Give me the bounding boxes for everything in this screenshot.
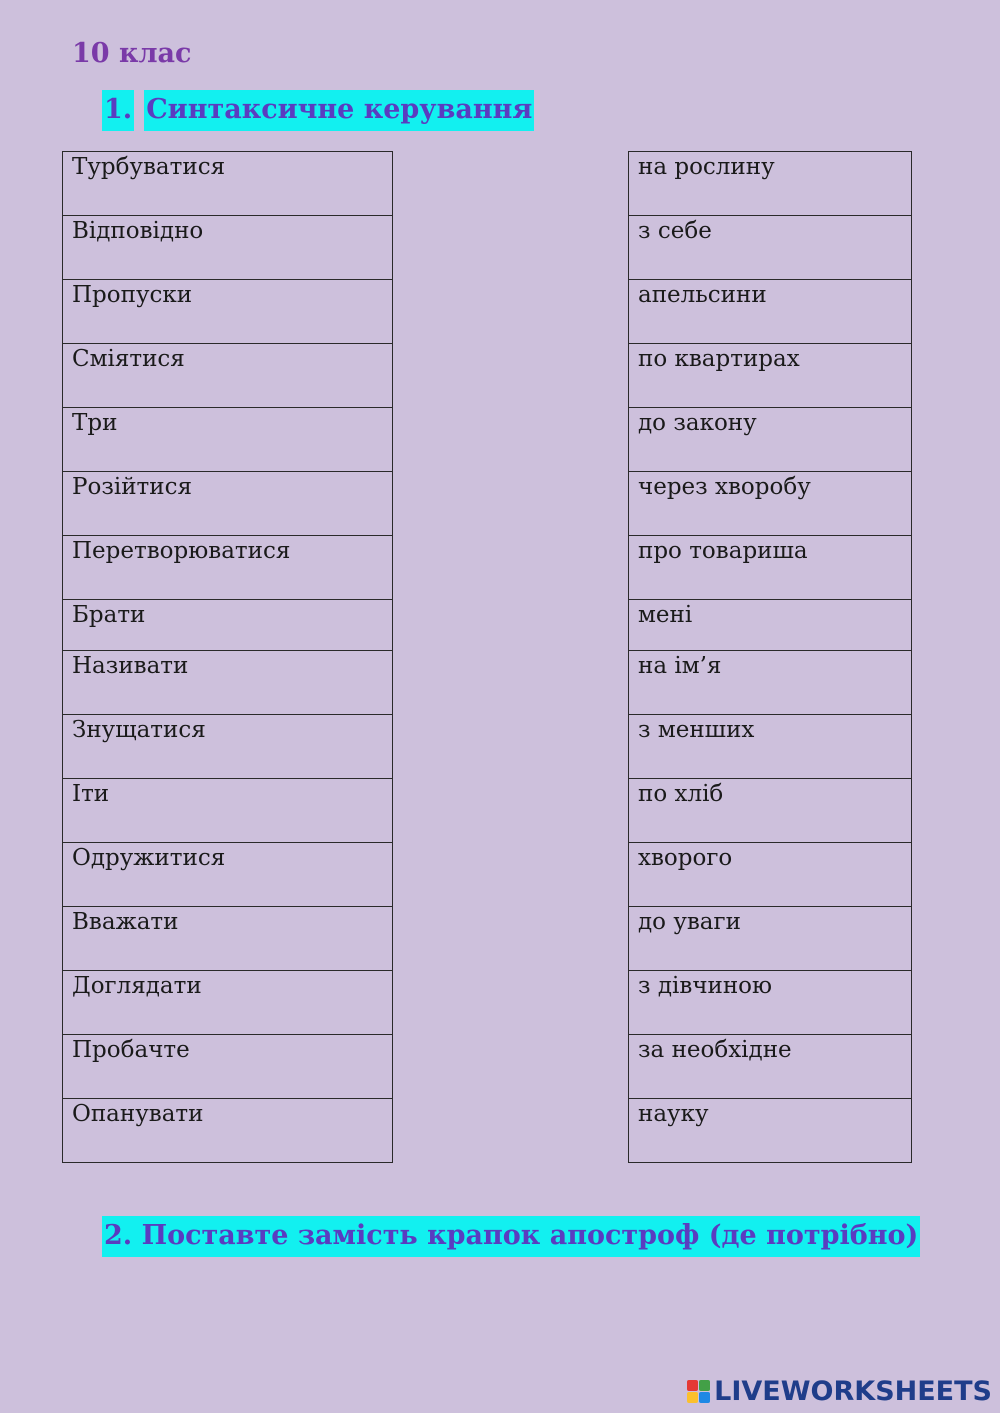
right-word-cell[interactable]: з дівчиною [629, 971, 912, 1035]
right-word-cell[interactable]: по квартирах [629, 344, 912, 408]
right-word-row [629, 472, 912, 536]
left-word-row [63, 1099, 393, 1163]
right-word-row [629, 1099, 912, 1163]
right-word-cell[interactable]: до закону [629, 408, 912, 472]
right-word-cell[interactable]: до уваги [629, 907, 912, 971]
right-word-cell[interactable]: з менших [629, 715, 912, 779]
left-word-row [63, 600, 393, 651]
right-word-cell[interactable]: на рослину [629, 152, 912, 216]
right-word-cell[interactable]: на ім’я [629, 651, 912, 715]
logo-square-yellow [687, 1392, 698, 1403]
left-word-row [63, 1035, 393, 1099]
logo-square-red [687, 1380, 698, 1391]
right-word-row [629, 408, 912, 472]
left-word-row [63, 779, 393, 843]
left-word-cell[interactable]: Перетворюватися [63, 536, 393, 600]
left-word-cell[interactable]: Доглядати [63, 971, 393, 1035]
right-word-row [629, 152, 912, 216]
right-word-row [629, 651, 912, 715]
task-1-heading [102, 96, 534, 123]
left-word-cell[interactable]: Пропуски [63, 280, 393, 344]
right-word-cell[interactable]: про товариша [629, 536, 912, 600]
right-word-row [629, 907, 912, 971]
left-word-row [63, 344, 393, 408]
left-word-cell[interactable]: Сміятися [63, 344, 393, 408]
left-word-row [63, 152, 393, 216]
liveworksheets-brand[interactable] [687, 1374, 992, 1408]
task-1-title: Синтаксичне керування [144, 90, 534, 131]
logo-square-blue [699, 1392, 710, 1403]
left-word-row [63, 651, 393, 715]
right-word-row [629, 280, 912, 344]
left-word-cell[interactable]: Брати [63, 600, 393, 651]
left-word-cell[interactable]: Називати [63, 651, 393, 715]
left-word-cell[interactable]: Розійтися [63, 472, 393, 536]
right-word-cell[interactable]: по хліб [629, 779, 912, 843]
right-word-row [629, 843, 912, 907]
left-word-cell[interactable]: Пробачте [63, 1035, 393, 1099]
left-word-row [63, 472, 393, 536]
brand-name: LIVEWORKSHEETS [714, 1375, 992, 1407]
right-word-cell[interactable]: хворого [629, 843, 912, 907]
right-word-row [629, 600, 912, 651]
left-word-cell[interactable]: Три [63, 408, 393, 472]
left-word-cell[interactable]: Відповідно [63, 216, 393, 280]
left-words-table [62, 151, 393, 1163]
right-word-row [629, 779, 912, 843]
liveworksheets-logo-icon [687, 1380, 710, 1403]
right-word-row [629, 216, 912, 280]
left-word-row [63, 843, 393, 907]
right-word-cell[interactable]: з себе [629, 216, 912, 280]
right-word-row [629, 715, 912, 779]
left-word-row [63, 971, 393, 1035]
logo-square-green [699, 1380, 710, 1391]
left-word-cell[interactable]: Турбуватися [63, 152, 393, 216]
left-word-row [63, 408, 393, 472]
grade-label: 10 клас [72, 38, 192, 69]
left-word-row [63, 715, 393, 779]
left-word-row [63, 536, 393, 600]
left-word-row [63, 907, 393, 971]
task-2-heading [102, 1222, 920, 1249]
left-word-cell[interactable]: Знущатися [63, 715, 393, 779]
right-word-row [629, 536, 912, 600]
right-word-cell[interactable]: науку [629, 1099, 912, 1163]
task-2-title: 2. Поставте замість крапок апостроф (де потрібно) [102, 1216, 920, 1257]
left-word-cell[interactable]: Іти [63, 779, 393, 843]
left-word-cell[interactable]: Вважати [63, 907, 393, 971]
left-word-cell[interactable]: Опанувати [63, 1099, 393, 1163]
left-word-row [63, 280, 393, 344]
right-word-cell[interactable]: апельсини [629, 280, 912, 344]
right-word-row [629, 344, 912, 408]
left-word-cell[interactable]: Одружитися [63, 843, 393, 907]
right-word-row [629, 971, 912, 1035]
right-word-cell[interactable]: за необхідне [629, 1035, 912, 1099]
right-word-cell[interactable]: мені [629, 600, 912, 651]
left-word-row [63, 216, 393, 280]
right-word-row [629, 1035, 912, 1099]
task-1-number: 1. [102, 90, 134, 131]
right-word-cell[interactable]: через хворобу [629, 472, 912, 536]
right-words-table [628, 151, 912, 1163]
